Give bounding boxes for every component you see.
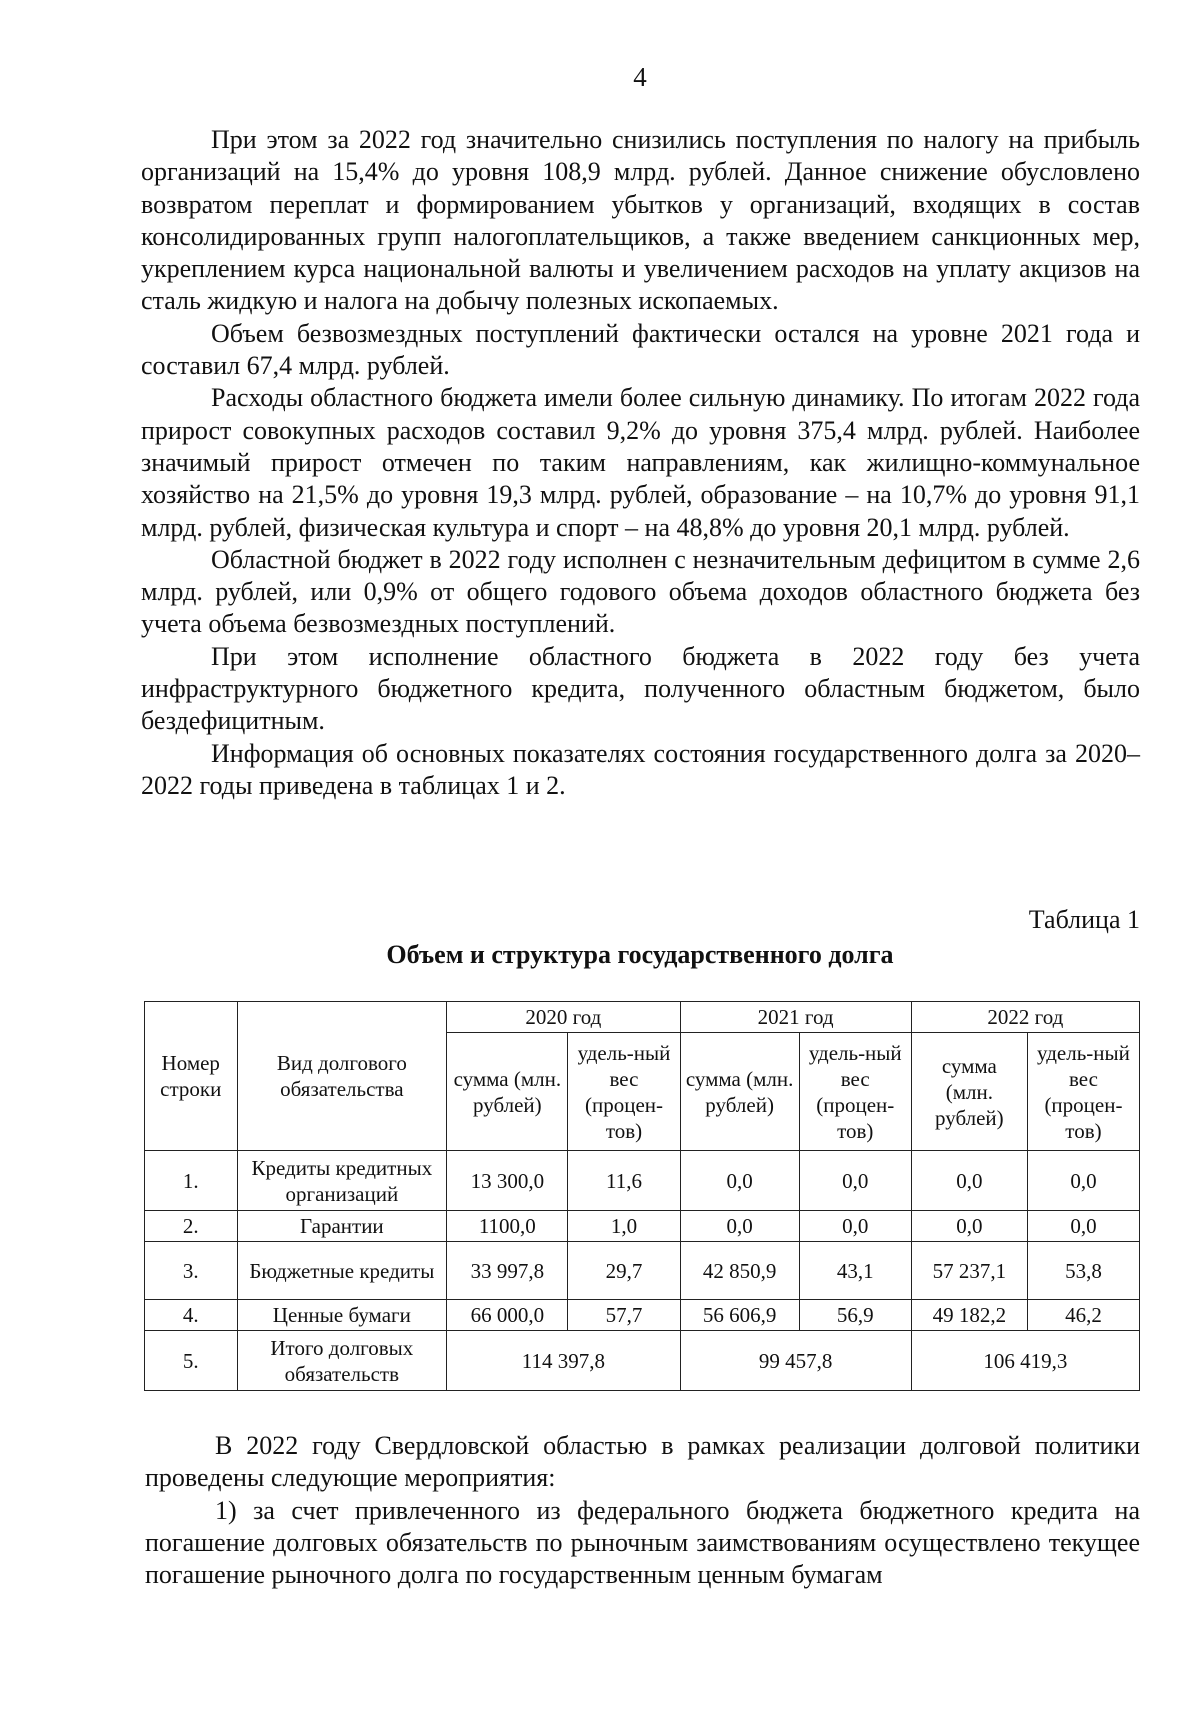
header-row-number: Номер строки	[145, 1002, 238, 1151]
bottom-text	[145, 1430, 1140, 1591]
cell: 57,7	[568, 1300, 680, 1331]
table-row	[145, 1300, 1140, 1331]
cell: 1100,0	[447, 1211, 568, 1242]
body-text	[141, 124, 1140, 802]
row-name: Гарантии	[237, 1211, 447, 1242]
header-year: 2020 год	[447, 1002, 680, 1033]
cell: 57 237,1	[911, 1242, 1027, 1300]
cell: 56 606,9	[680, 1300, 799, 1331]
cell: 49 182,2	[911, 1300, 1027, 1331]
row-number: 4.	[145, 1300, 238, 1331]
paragraph: Информация об основных показателях состояния государственного долга за 2020–2022 годы приведена в таблицах 1 и 2.	[141, 738, 1140, 800]
paragraph: 1) за счет привлеченного из федерального бюджета бюджетного кредита на погашение долговых обязательств по рыночным заимствованиям осуществлено текущее погашение рыночного долга по государственным ценным бумагам	[145, 1495, 1140, 1590]
debt-table	[144, 1001, 1140, 1391]
cell: 0,0	[1027, 1211, 1139, 1242]
cell: 53,8	[1027, 1242, 1139, 1300]
paragraph: Областной бюджет в 2022 году исполнен с незначительным дефицитом в сумме 2,6 млрд. рублей, или 0,9% от общего годового объема доходов областного бюджета без учета объема безвозмездных поступлений.	[141, 544, 1140, 639]
row-name: Итого долговых обязательств	[237, 1331, 447, 1391]
cell: 0,0	[680, 1151, 799, 1211]
table-row	[145, 1242, 1140, 1300]
total-cell: 99 457,8	[680, 1331, 911, 1391]
header-share: удель-ный вес (процен-тов)	[799, 1033, 911, 1151]
row-name: Кредиты кредитных организаций	[237, 1151, 447, 1211]
row-number: 5.	[145, 1331, 238, 1391]
paragraph: В 2022 году Свердловской областью в рамках реализации долговой политики проведены следующие мероприятия:	[145, 1431, 1140, 1493]
header-sum: сумма (млн. рублей)	[680, 1033, 799, 1151]
total-cell: 106 419,3	[911, 1331, 1139, 1391]
cell: 0,0	[680, 1211, 799, 1242]
cell: 0,0	[799, 1151, 911, 1211]
page-number: 4	[633, 62, 647, 92]
total-cell: 114 397,8	[447, 1331, 680, 1391]
cell: 0,0	[799, 1211, 911, 1242]
cell: 43,1	[799, 1242, 911, 1300]
paragraph: При этом за 2022 год значительно снизились поступления по налогу на прибыль организаций на 15,4% до уровня 108,9 млрд. рублей. Данное снижение обусловлено возвратом переплат и формированием убытков у организаций, входящих в состав консолидированных групп налогоплательщиков, а также введением санкционных мер, укреплением курса национальной валюты и увеличением расходов на уплату акцизов на сталь жидкую и налога на добычу полезных ископаемых.	[141, 125, 1140, 316]
cell: 1,0	[568, 1211, 680, 1242]
cell: 42 850,9	[680, 1242, 799, 1300]
paragraph: Объем безвозмездных поступлений фактически остался на уровне 2021 года и составил 67,4 млрд. рублей.	[141, 318, 1140, 381]
row-number: 2.	[145, 1211, 238, 1242]
cell: 0,0	[911, 1151, 1027, 1211]
row-name: Бюджетные кредиты	[237, 1242, 447, 1300]
paragraph: При этом исполнение областного бюджета в 2022 году без учета инфраструктурного бюджетного кредита, полученного областным бюджетом, было бездефицитным.	[141, 641, 1140, 736]
header-year: 2021 год	[680, 1002, 911, 1033]
table-caption: Таблица 1	[1028, 905, 1140, 934]
cell: 33 997,8	[447, 1242, 568, 1300]
table-title: Объем и структура государственного долга	[386, 940, 894, 969]
paragraph: Расходы областного бюджета имели более сильную динамику. По итогам 2022 года прирост совокупных расходов составил 9,2% до уровня 375,4 млрд. рублей. Наиболее значимый прирост отмечен по таким направлениям, как жилищно-коммунальное хозяйство на 21,5% до уровня 19,3 млрд. рублей, образование – на 10,7% до уровня 91,1 млрд. рублей, физическая культура и спорт – на 48,8% до уровня 20,1 млрд. рублей.	[141, 383, 1140, 542]
cell: 56,9	[799, 1300, 911, 1331]
cell: 29,7	[568, 1242, 680, 1300]
header-share: удель-ный вес (процен-тов)	[568, 1033, 680, 1151]
cell: 13 300,0	[447, 1151, 568, 1211]
cell: 0,0	[911, 1211, 1027, 1242]
header-sum: сумма (млн. рублей)	[911, 1033, 1027, 1151]
table-row	[145, 1151, 1140, 1211]
row-number: 3.	[145, 1242, 238, 1300]
header-debt-type: Вид долгового обязательства	[237, 1002, 447, 1151]
cell: 66 000,0	[447, 1300, 568, 1331]
cell: 0,0	[1027, 1151, 1139, 1211]
row-number: 1.	[145, 1151, 238, 1211]
row-name: Ценные бумаги	[237, 1300, 447, 1331]
table-row	[145, 1211, 1140, 1242]
header-share: удель-ный вес (процен-тов)	[1027, 1033, 1139, 1151]
header-sum: сумма (млн. рублей)	[447, 1033, 568, 1151]
cell: 11,6	[568, 1151, 680, 1211]
header-row	[145, 1002, 1140, 1033]
total-row	[145, 1331, 1140, 1391]
cell: 46,2	[1027, 1300, 1139, 1331]
header-year: 2022 год	[911, 1002, 1139, 1033]
